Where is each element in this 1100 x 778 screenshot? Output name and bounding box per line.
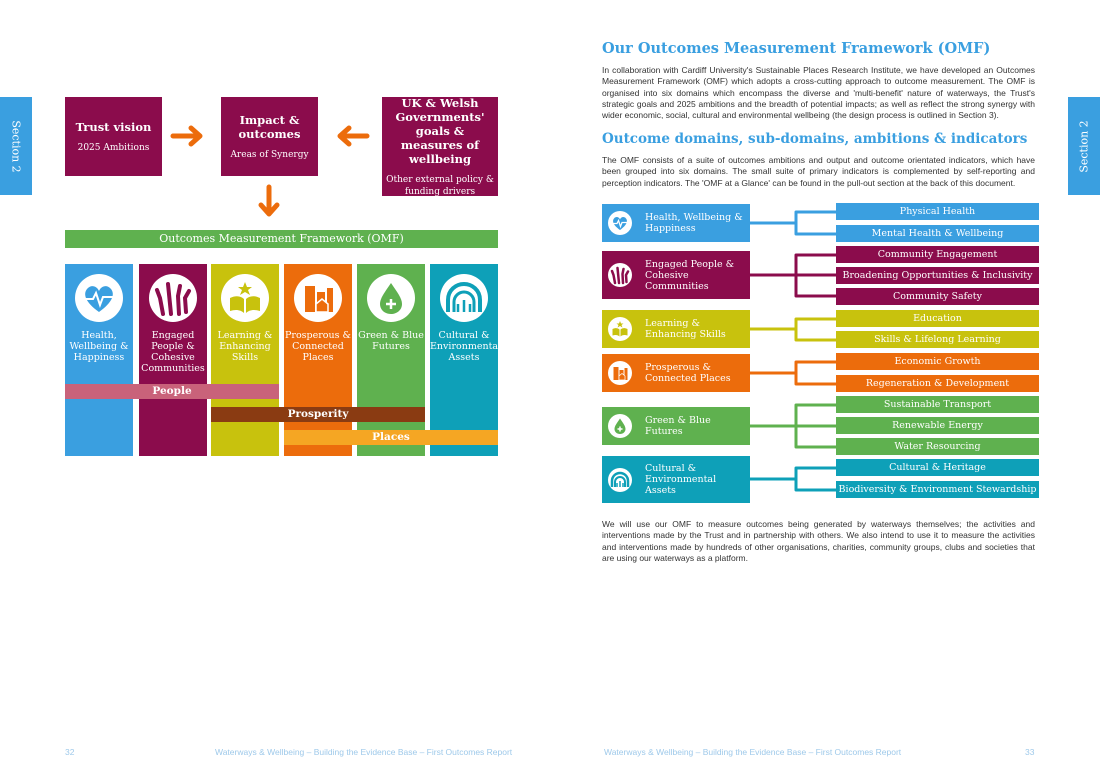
arrow-right-icon <box>170 124 210 148</box>
trust-vision-box: Trust vision 2025 Ambitions <box>65 97 162 176</box>
subdomain-physical-health: Physical Health <box>836 203 1039 220</box>
column-prosperous: Prosperous & Connected Places <box>284 264 352 456</box>
subdomain-biodiversity: Biodiversity & Environment Stewardship <box>836 481 1039 498</box>
subdomain-community-safety: Community Safety <box>836 288 1039 305</box>
column-health: Health, Wellbeing & Happiness <box>65 264 133 456</box>
closing-paragraph: We will use our OMF to measure outcomes being generated by waterways themselves; the activities and interventions made by the Trust and in partnership with others. We also intend to use it to measure the activities and interventions made by hundreds of other organisations, charities, community groups, clubs and societies that are using our waterways as a platform. <box>602 519 1035 563</box>
open-book-icon <box>608 317 632 341</box>
raised-hands-icon <box>149 274 197 322</box>
buildings-icon <box>608 361 632 385</box>
page-number-left: 32 <box>65 747 75 757</box>
subdomain-sustainable-transport: Sustainable Transport <box>836 396 1039 413</box>
band-places: Places <box>284 430 498 445</box>
subdomain-skills: Skills & Lifelong Learning <box>836 331 1039 348</box>
band-prosperity: Prosperity <box>211 407 425 422</box>
subdomain-mental-health: Mental Health & Wellbeing <box>836 225 1039 242</box>
raised-hands-icon <box>608 263 632 287</box>
section-subtitle: Outcome domains, sub-domains, ambitions & indicators <box>602 131 1028 147</box>
page-title: Our Outcomes Measurement Framework (OMF) <box>602 40 991 57</box>
water-drop-icon <box>608 414 632 438</box>
column-cultural: Cultural & Environmental Assets <box>430 264 498 456</box>
domain-engaged: Engaged People & Cohesive Communities <box>602 251 750 299</box>
subdomain-community-engagement: Community Engagement <box>836 246 1039 263</box>
domain-connectors <box>750 200 840 500</box>
heart-pulse-icon <box>75 274 123 322</box>
column-learning: Learning & Enhancing Skills <box>211 264 279 456</box>
water-drop-icon <box>367 274 415 322</box>
domain-green-blue: Green & Blue Futures <box>602 407 750 445</box>
column-engaged: Engaged People & Cohesive Communities <box>139 264 207 456</box>
intro-paragraph: In collaboration with Cardiff University's Sustainable Places Research Institute, we have developed an Outcomes Measurement Framework (OMF) which adopts a cross-cutting approach to outcome measurement. The OMF is organised into six domains which encompass the diverse and 'multi-benefit' nature of waterways, the Trust's strategic goals and 2025 ambitions and the breadth of potential impacts; as well as reflect the strong synergy with wider economic, social, cultural and environmental wellbeing (the design process is outlined in Section 3). <box>602 65 1035 121</box>
subdomain-regeneration: Regeneration & Development <box>836 375 1039 392</box>
subdomain-education: Education <box>836 310 1039 327</box>
domain-prosperous: Prosperous & Connected Places <box>602 354 750 392</box>
arrow-left-icon <box>330 124 370 148</box>
domain-cultural: Cultural & Environmental Assets <box>602 456 750 503</box>
subdomain-broadening-opportunities: Broadening Opportunities & Inclusivity <box>836 267 1039 284</box>
subdomain-water-resourcing: Water Resourcing <box>836 438 1039 455</box>
subdomain-economic-growth: Economic Growth <box>836 353 1039 370</box>
band-people: People <box>65 384 279 399</box>
government-goals-box: UK & Welsh Governments' goals & measures of wellbeing Other external policy & funding drivers <box>382 97 498 196</box>
bridge-icon <box>440 274 488 322</box>
domain-learning: Learning & Enhancing Skills <box>602 310 750 348</box>
page-number-right: 33 <box>1025 747 1035 757</box>
buildings-icon <box>294 274 342 322</box>
omf-bar: Outcomes Measurement Framework (OMF) <box>65 230 498 248</box>
section-tab-right: Section 2 <box>1068 97 1100 195</box>
impact-outcomes-box: Impact & outcomes Areas of Synergy <box>221 97 318 176</box>
footer-title-left: Waterways & Wellbeing – Building the Evidence Base – First Outcomes Report <box>215 747 513 757</box>
section-tab-left: Section 2 <box>0 97 32 195</box>
column-green-blue: Green & Blue Futures <box>357 264 425 456</box>
subdomain-cultural-heritage: Cultural & Heritage <box>836 459 1039 476</box>
arrow-down-icon <box>257 184 281 222</box>
bridge-icon <box>608 468 632 492</box>
open-book-icon <box>221 274 269 322</box>
heart-pulse-icon <box>608 211 632 235</box>
description-paragraph: The OMF consists of a suite of outcomes ambitions and output and outcome orientated indicators, which have been grouped into six domains. The small suite of primary indicators is complemented by self-reporting and perception indicators. The 'OMF at a Glance' can be found in the pull-out section at the back of this document. <box>602 155 1035 188</box>
domain-health: Health, Wellbeing & Happiness <box>602 204 750 242</box>
footer-title-right: Waterways & Wellbeing – Building the Evidence Base – First Outcomes Report <box>604 747 902 757</box>
subdomain-renewable-energy: Renewable Energy <box>836 417 1039 434</box>
